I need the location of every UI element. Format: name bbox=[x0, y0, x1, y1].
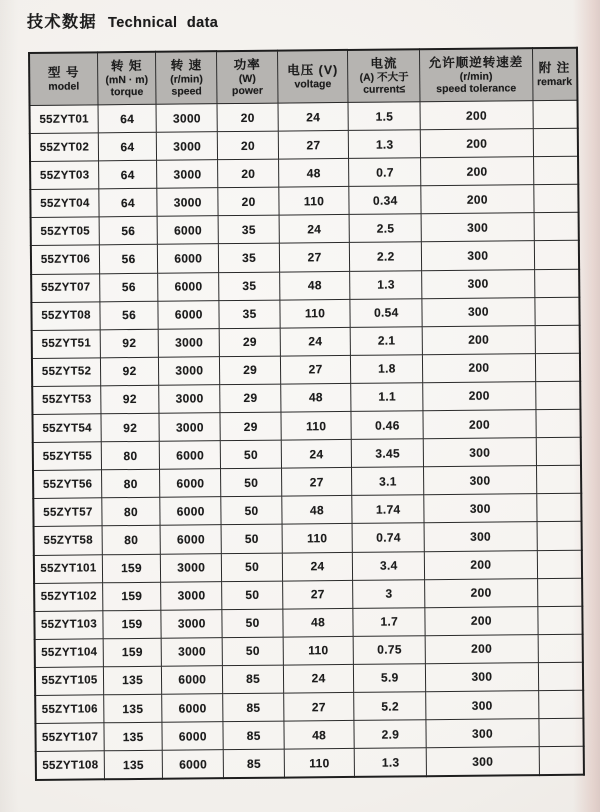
cell-speed-tolerance: 300 bbox=[424, 522, 537, 551]
cell-power: 50 bbox=[223, 637, 284, 666]
cell-speed-tolerance: 300 bbox=[422, 297, 535, 326]
cell-remark bbox=[533, 128, 578, 157]
cell-current: 1.5 bbox=[348, 102, 420, 131]
cell-current: 1.8 bbox=[351, 355, 423, 384]
cell-power: 29 bbox=[220, 412, 281, 441]
header-cell-speed-tolerance bbox=[420, 48, 533, 102]
cell-remark bbox=[533, 185, 578, 214]
header-cell-speed bbox=[156, 51, 218, 104]
cell-power: 35 bbox=[219, 300, 280, 329]
cell-speed-tolerance: 200 bbox=[425, 606, 538, 635]
cell-remark bbox=[538, 690, 583, 719]
header-cell-current bbox=[348, 49, 420, 102]
cell-torque: 135 bbox=[104, 722, 162, 751]
header-label-en: speed bbox=[171, 85, 202, 98]
cell-speed-tolerance: 300 bbox=[422, 269, 535, 298]
cell-voltage: 110 bbox=[284, 749, 355, 778]
cell-remark bbox=[533, 100, 578, 129]
cell-speed-tolerance: 200 bbox=[423, 410, 536, 439]
cell-torque: 64 bbox=[99, 160, 157, 189]
cell-remark bbox=[536, 437, 581, 466]
cell-voltage: 48 bbox=[278, 159, 349, 188]
cell-voltage: 27 bbox=[280, 355, 351, 384]
cell-current: 0.75 bbox=[354, 635, 426, 664]
header-cell-remark bbox=[532, 48, 577, 101]
cell-speed-tolerance: 200 bbox=[425, 634, 538, 663]
cell-power: 50 bbox=[222, 609, 283, 638]
cell-model: 55ZYT07 bbox=[31, 273, 100, 302]
cell-power: 50 bbox=[221, 468, 282, 497]
cell-model: 55ZYT106 bbox=[35, 695, 104, 724]
header-cell-torque bbox=[98, 52, 157, 105]
cell-model: 55ZYT03 bbox=[30, 161, 99, 190]
cell-current: 1.74 bbox=[352, 495, 424, 524]
cell-torque: 92 bbox=[101, 413, 159, 442]
cell-speed-tolerance: 300 bbox=[424, 466, 537, 495]
cell-remark bbox=[538, 718, 583, 747]
cell-remark bbox=[535, 325, 580, 354]
cell-torque: 56 bbox=[100, 301, 158, 330]
header-unit-label: (r/min) bbox=[170, 72, 203, 86]
cell-power: 85 bbox=[223, 721, 284, 750]
cell-voltage: 48 bbox=[284, 720, 355, 749]
cell-torque: 80 bbox=[102, 469, 160, 498]
cell-model: 55ZYT53 bbox=[32, 386, 101, 415]
cell-speed: 3000 bbox=[161, 581, 223, 610]
cell-model: 55ZYT51 bbox=[32, 330, 101, 359]
cell-speed: 6000 bbox=[162, 722, 224, 751]
cell-current: 5.9 bbox=[354, 664, 426, 693]
cell-speed: 6000 bbox=[157, 216, 219, 245]
cell-model: 55ZYT101 bbox=[34, 554, 103, 583]
cell-speed: 3000 bbox=[157, 188, 219, 217]
cell-remark bbox=[535, 409, 580, 438]
cell-voltage: 110 bbox=[280, 299, 351, 328]
cell-speed: 6000 bbox=[161, 666, 223, 695]
cell-current: 1.7 bbox=[353, 607, 425, 636]
header-label-zh: 电压 (V) bbox=[287, 62, 339, 78]
cell-speed: 6000 bbox=[160, 525, 222, 554]
cell-voltage: 27 bbox=[281, 468, 352, 497]
cell-torque: 92 bbox=[101, 385, 159, 414]
cell-power: 20 bbox=[217, 103, 278, 132]
cell-speed-tolerance: 200 bbox=[425, 578, 538, 607]
cell-current: 3.45 bbox=[352, 439, 424, 468]
table-row bbox=[36, 746, 584, 780]
header-cell-power bbox=[217, 51, 278, 104]
cell-remark bbox=[539, 746, 584, 775]
cell-speed: 6000 bbox=[158, 300, 220, 329]
cell-model: 55ZYT103 bbox=[34, 610, 103, 639]
cell-torque: 56 bbox=[100, 273, 158, 302]
cell-power: 85 bbox=[223, 665, 284, 694]
cell-current: 1.3 bbox=[349, 130, 421, 159]
header-label-zh: 允许顺逆转速差 bbox=[428, 54, 524, 70]
cell-torque: 64 bbox=[98, 104, 156, 133]
cell-torque: 64 bbox=[98, 132, 156, 161]
cell-power: 29 bbox=[220, 328, 281, 357]
cell-voltage: 24 bbox=[281, 440, 352, 469]
cell-speed-tolerance: 200 bbox=[420, 129, 533, 158]
header-label-en: model bbox=[48, 80, 80, 93]
cell-voltage: 110 bbox=[281, 411, 352, 440]
cell-speed: 3000 bbox=[157, 160, 219, 189]
cell-power: 20 bbox=[218, 159, 279, 188]
cell-model: 55ZYT58 bbox=[34, 526, 103, 555]
cell-speed: 3000 bbox=[156, 104, 218, 133]
cell-remark bbox=[535, 353, 580, 382]
cell-speed: 3000 bbox=[158, 328, 220, 357]
cell-speed: 6000 bbox=[162, 750, 224, 779]
cell-voltage: 48 bbox=[279, 271, 350, 300]
header-label-zh: 型 号 bbox=[47, 65, 80, 80]
cell-current: 3 bbox=[353, 579, 425, 608]
cell-current: 2.1 bbox=[351, 326, 423, 355]
cell-speed-tolerance: 200 bbox=[421, 157, 534, 186]
cell-model: 55ZYT104 bbox=[35, 639, 104, 668]
cell-torque: 56 bbox=[99, 217, 157, 246]
header-label-en: voltage bbox=[294, 77, 332, 91]
cell-model: 55ZYT102 bbox=[34, 582, 103, 611]
cell-current: 3.1 bbox=[352, 467, 424, 496]
cell-torque: 159 bbox=[103, 610, 161, 639]
header-label-en: power bbox=[231, 84, 263, 97]
cell-speed-tolerance: 300 bbox=[426, 663, 539, 692]
cell-torque: 56 bbox=[99, 245, 157, 274]
header-label-zh: 电流 bbox=[370, 56, 398, 71]
cell-remark bbox=[536, 494, 581, 523]
cell-remark bbox=[534, 241, 579, 270]
cell-current: 0.74 bbox=[352, 523, 424, 552]
cell-voltage: 110 bbox=[279, 187, 350, 216]
cell-current: 1.3 bbox=[355, 748, 427, 777]
cell-current: 0.54 bbox=[350, 298, 422, 327]
cell-speed-tolerance: 200 bbox=[423, 353, 536, 382]
cell-speed: 3000 bbox=[161, 609, 223, 638]
cell-voltage: 24 bbox=[279, 215, 350, 244]
cell-power: 20 bbox=[218, 131, 279, 160]
technical-data-table bbox=[28, 47, 585, 781]
cell-remark bbox=[537, 578, 582, 607]
page-title-chinese: 技术数据 bbox=[27, 14, 98, 31]
cell-speed: 6000 bbox=[159, 441, 221, 470]
cell-torque: 80 bbox=[102, 498, 160, 527]
cell-current: 1.3 bbox=[350, 270, 422, 299]
cell-model: 55ZYT57 bbox=[33, 498, 102, 527]
cell-speed: 6000 bbox=[158, 272, 220, 301]
cell-speed-tolerance: 300 bbox=[423, 438, 536, 467]
cell-speed-tolerance: 200 bbox=[421, 185, 534, 214]
cell-torque: 64 bbox=[99, 189, 157, 218]
cell-current: 2.5 bbox=[349, 214, 421, 243]
cell-current: 5.2 bbox=[354, 692, 426, 721]
cell-model: 55ZYT02 bbox=[30, 133, 99, 162]
cell-speed: 3000 bbox=[161, 637, 223, 666]
header-unit-label: (W) bbox=[238, 72, 256, 85]
cell-speed-tolerance: 200 bbox=[422, 325, 535, 354]
cell-model: 55ZYT06 bbox=[31, 245, 100, 274]
cell-current: 0.46 bbox=[351, 411, 423, 440]
cell-speed-tolerance: 200 bbox=[423, 382, 536, 411]
cell-torque: 80 bbox=[102, 526, 160, 555]
cell-speed: 6000 bbox=[160, 497, 222, 526]
cell-speed-tolerance: 300 bbox=[422, 241, 535, 270]
cell-current: 1.1 bbox=[351, 383, 423, 412]
cell-speed: 3000 bbox=[159, 413, 221, 442]
cell-power: 35 bbox=[219, 215, 280, 244]
header-label-zh: 功率 bbox=[233, 57, 261, 72]
cell-power: 50 bbox=[222, 553, 283, 582]
cell-speed-tolerance: 300 bbox=[426, 747, 539, 777]
page-title bbox=[27, 9, 218, 32]
cell-remark bbox=[534, 269, 579, 298]
cell-torque: 159 bbox=[103, 638, 161, 667]
cell-remark bbox=[538, 634, 583, 663]
cell-power: 50 bbox=[222, 524, 283, 553]
cell-remark bbox=[534, 213, 579, 242]
cell-speed: 6000 bbox=[157, 244, 219, 273]
cell-model: 55ZYT01 bbox=[30, 105, 99, 134]
cell-power: 35 bbox=[219, 272, 280, 301]
cell-remark bbox=[536, 465, 581, 494]
cell-voltage: 24 bbox=[280, 327, 351, 356]
cell-current: 3.4 bbox=[353, 551, 425, 580]
cell-remark bbox=[537, 606, 582, 635]
cell-voltage: 24 bbox=[283, 664, 354, 693]
cell-model: 55ZYT55 bbox=[33, 442, 102, 471]
cell-voltage: 27 bbox=[278, 131, 349, 160]
header-unit-label: (mN · m) bbox=[105, 73, 149, 86]
cell-remark bbox=[535, 381, 580, 410]
cell-remark bbox=[537, 550, 582, 579]
cell-speed-tolerance: 300 bbox=[424, 494, 537, 523]
cell-remark bbox=[538, 662, 583, 691]
cell-power: 50 bbox=[222, 581, 283, 610]
cell-speed: 3000 bbox=[156, 132, 218, 161]
cell-power: 85 bbox=[224, 749, 285, 778]
cell-voltage: 48 bbox=[281, 496, 352, 525]
header-label-zh: 转 速 bbox=[170, 58, 203, 73]
cell-current: 0.34 bbox=[349, 186, 421, 215]
cell-model: 55ZYT107 bbox=[35, 723, 104, 752]
cell-model: 55ZYT08 bbox=[31, 301, 100, 330]
cell-voltage: 110 bbox=[283, 636, 354, 665]
page-title-english: Technical data bbox=[108, 15, 219, 31]
header-unit-label: (r/min) bbox=[459, 70, 493, 83]
cell-torque: 159 bbox=[103, 582, 161, 611]
cell-speed-tolerance: 300 bbox=[421, 213, 534, 242]
cell-power: 20 bbox=[218, 187, 279, 216]
header-unit-label: (A) 不大于 bbox=[359, 71, 409, 84]
cell-speed: 3000 bbox=[159, 385, 221, 414]
cell-model: 55ZYT04 bbox=[30, 189, 99, 218]
cell-voltage: 48 bbox=[280, 383, 351, 412]
cell-speed: 3000 bbox=[159, 357, 221, 386]
cell-power: 35 bbox=[219, 244, 280, 273]
cell-speed-tolerance: 300 bbox=[426, 691, 539, 720]
header-label-en: current≤ bbox=[363, 83, 406, 96]
cell-power: 50 bbox=[221, 440, 282, 469]
cell-speed-tolerance: 200 bbox=[424, 550, 537, 579]
cell-torque: 159 bbox=[102, 554, 160, 583]
cell-speed-tolerance: 200 bbox=[420, 101, 533, 130]
cell-torque: 80 bbox=[101, 441, 159, 470]
cell-current: 2.9 bbox=[354, 720, 426, 749]
cell-voltage: 24 bbox=[278, 102, 349, 131]
header-label-en: remark bbox=[536, 75, 573, 88]
cell-voltage: 48 bbox=[283, 608, 354, 637]
header-label-en: torque bbox=[110, 85, 144, 98]
cell-torque: 92 bbox=[100, 329, 158, 358]
cell-remark bbox=[533, 156, 578, 185]
cell-remark bbox=[537, 522, 582, 551]
cell-voltage: 27 bbox=[279, 243, 350, 272]
cell-power: 50 bbox=[221, 496, 282, 525]
cell-torque: 135 bbox=[104, 750, 162, 779]
cell-voltage: 24 bbox=[282, 552, 353, 581]
header-cell-voltage bbox=[277, 50, 348, 103]
cell-speed-tolerance: 300 bbox=[426, 719, 539, 748]
cell-model: 55ZYT105 bbox=[35, 667, 104, 696]
cell-model: 55ZYT56 bbox=[33, 470, 102, 499]
table-sheet bbox=[28, 47, 585, 781]
cell-speed: 6000 bbox=[160, 469, 222, 498]
cell-model: 55ZYT52 bbox=[32, 358, 101, 387]
cell-voltage: 110 bbox=[282, 524, 353, 553]
cell-voltage: 27 bbox=[282, 580, 353, 609]
cell-power: 29 bbox=[220, 384, 281, 413]
header-label-zh: 附 注 bbox=[538, 60, 571, 75]
header-label-en: speed tolerance bbox=[436, 82, 517, 95]
cell-current: 0.7 bbox=[349, 158, 421, 187]
cell-voltage: 27 bbox=[283, 692, 354, 721]
cell-remark bbox=[534, 297, 579, 326]
cell-power: 85 bbox=[223, 693, 284, 722]
header-cell-model bbox=[29, 52, 98, 105]
cell-model: 55ZYT54 bbox=[32, 414, 101, 443]
header-label-zh: 转 矩 bbox=[110, 58, 143, 73]
cell-model: 55ZYT05 bbox=[31, 217, 100, 246]
cell-speed: 3000 bbox=[160, 553, 222, 582]
cell-current: 2.2 bbox=[350, 242, 422, 271]
cell-power: 29 bbox=[220, 356, 281, 385]
cell-torque: 92 bbox=[100, 357, 158, 386]
cell-model: 55ZYT108 bbox=[36, 751, 105, 780]
cell-speed: 6000 bbox=[162, 694, 224, 723]
table-header-row bbox=[29, 48, 577, 106]
cell-torque: 135 bbox=[103, 666, 161, 695]
cell-torque: 135 bbox=[104, 694, 162, 723]
